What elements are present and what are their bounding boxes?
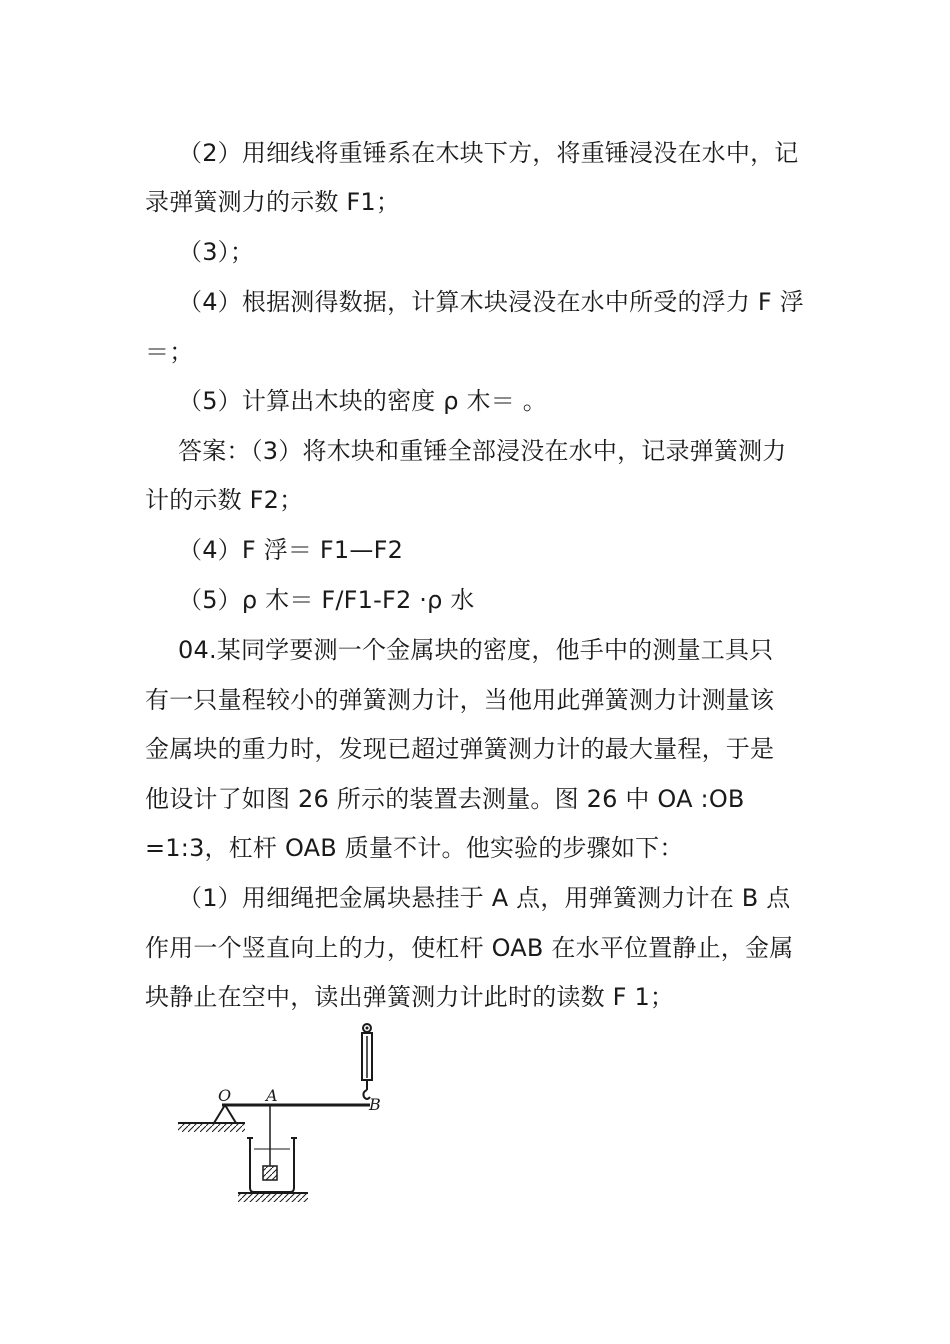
text-line: 04.某同学要测一个金属块的密度，他手中的测量工具只 [178,636,774,664]
ground-support-bottom [238,1193,308,1202]
text-line: （4）根据测得数据，计算木块浸没在水中所受的浮力 F 浮 [178,288,804,316]
lever-apparatus-figure [170,1018,400,1213]
label-b: B [369,1095,381,1114]
text-line: （1）用细绳把金属块悬挂于 A 点，用弹簧测力计在 B 点 [178,884,791,912]
label-a: A [266,1086,278,1105]
beaker [247,1138,297,1192]
text-line: 作用一个竖直向上的力，使杠杆 OAB 在水平位置静止，金属 [145,934,794,962]
text-line: 有一只量程较小的弹簧测力计，当他用此弹簧测力计测量该 [145,686,775,714]
text-line: 块静止在空中，读出弹簧测力计此时的读数 F 1； [145,983,675,1011]
text-line: =1:3，杠杆 OAB 质量不计。他实验的步骤如下： [145,834,684,862]
text-line: （5）计算出木块的密度 ρ 木＝ 。 [178,387,547,415]
ground-support-left [178,1123,245,1132]
text-line: 录弹簧测力的示数 F1； [145,188,401,216]
text-line: （3）； [178,238,255,266]
pivot-fulcrum [214,1105,236,1123]
spring-scale [362,1024,372,1099]
text-line: （5）ρ 木＝ F/F1-F2 ·ρ 水 [178,586,475,614]
text-line: 答案：（3）将木块和重锤全部浸没在水中，记录弹簧测力 [178,437,787,465]
text-line: （4）F 浮＝ F1—F2 [178,536,404,564]
metal-block [263,1166,277,1180]
text-line: 金属块的重力时，发现已超过弹簧测力计的最大量程，于是 [145,735,775,763]
text-line: 他设计了如图 26 所示的装置去测量。图 26 中 OA :OB [145,785,745,813]
text-line: （2）用细线将重锤系在木块下方，将重锤浸没在水中，记 [178,139,799,167]
label-o: O [218,1086,232,1105]
text-line: 计的示数 F2； [145,486,304,514]
text-line: ＝； [145,338,194,366]
